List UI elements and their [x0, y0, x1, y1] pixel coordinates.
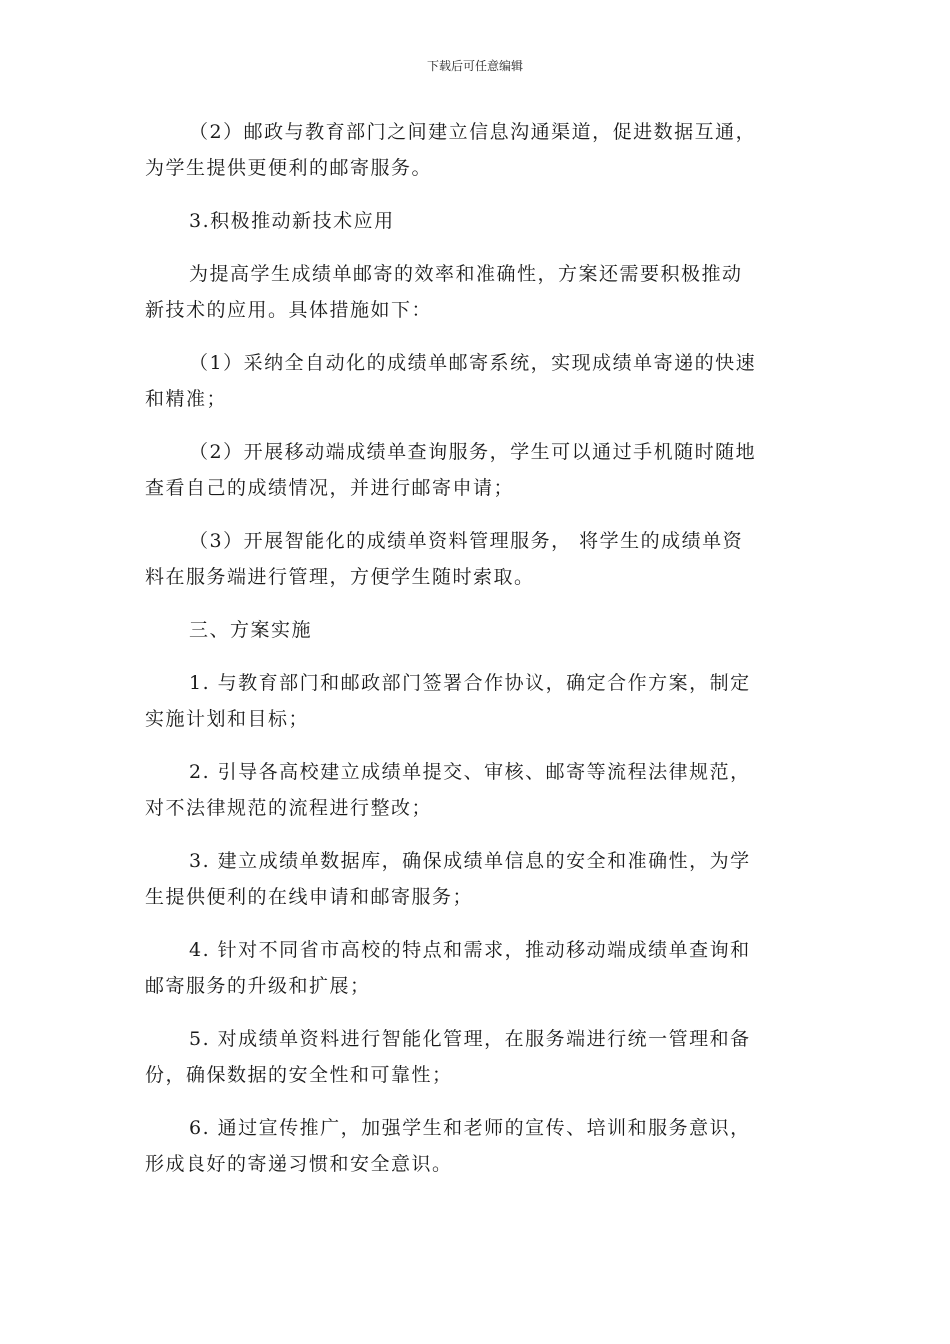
paragraph-line: 1. 与教育部门和邮政部门签署合作协议，确定合作方案，制定: [189, 672, 751, 694]
paragraph-line: 料在服务端进行管理，方便学生随时索取。: [145, 566, 535, 588]
paragraph-line: 对不法律规范的流程进行整改；: [145, 797, 433, 819]
page-header: 下载后可任意编辑: [426, 59, 523, 73]
list-item: [145, 843, 805, 915]
paragraph-line: 为提高学生成绩单邮寄的效率和准确性，方案还需要积极推动: [189, 263, 743, 285]
paragraph-line: 2. 引导各高校建立成绩单提交、审核、邮寄等流程法律规范，: [189, 761, 751, 783]
list-item: [145, 1021, 805, 1093]
paragraph: [145, 256, 805, 328]
section-heading: [145, 612, 805, 648]
list-item: [145, 932, 805, 1004]
paragraph-line: （2）开展移动端成绩单查询服务，学生可以通过手机随时随地: [189, 441, 757, 463]
paragraph: [145, 434, 805, 506]
list-item: [145, 665, 805, 737]
paragraph: [145, 114, 805, 186]
paragraph-line: （3）开展智能化的成绩单资料管理服务， 将学生的成绩单资: [189, 530, 744, 552]
paragraph-line: 3. 建立成绩单数据库，确保成绩单信息的安全和准确性，为学: [189, 850, 751, 872]
paragraph-line: 生提供便利的在线申请和邮寄服务；: [145, 886, 474, 908]
paragraph-line: 6. 通过宣传推广，加强学生和老师的宣传、培训和服务意识，: [189, 1117, 751, 1139]
paragraph-line: 4. 针对不同省市高校的特点和需求，推动移动端成绩单查询和: [189, 939, 751, 961]
section-heading: [145, 203, 805, 239]
paragraph-line: 5. 对成绩单资料进行智能化管理，在服务端进行统一管理和备: [189, 1028, 751, 1050]
paragraph-line: 为学生提供更便利的邮寄服务。: [145, 157, 433, 179]
paragraph-line: 和精准；: [145, 388, 228, 410]
paragraph-line: 形成良好的寄递习惯和安全意识。: [145, 1153, 453, 1175]
paragraph-line: （2）邮政与教育部门之间建立信息沟通渠道，促进数据互通，: [189, 121, 757, 143]
paragraph-line: （1）采纳全自动化的成绩单邮寄系统，实现成绩单寄递的快速: [189, 352, 757, 374]
paragraph-line: 查看自己的成绩情况，并进行邮寄申请；: [145, 477, 515, 499]
paragraph-line: 份，确保数据的安全性和可靠性；: [145, 1064, 453, 1086]
paragraph-line: 新技术的应用。具体措施如下：: [145, 299, 433, 321]
paragraph: [145, 345, 805, 417]
document-body: [145, 114, 805, 1199]
paragraph-line: 3.积极推动新技术应用: [189, 210, 395, 232]
list-item: [145, 1110, 805, 1182]
list-item: [145, 754, 805, 826]
paragraph-line: 实施计划和目标；: [145, 708, 310, 730]
paragraph: [145, 523, 805, 595]
paragraph-line: 邮寄服务的升级和扩展；: [145, 975, 371, 997]
paragraph-line: 三、方案实施: [189, 619, 313, 641]
